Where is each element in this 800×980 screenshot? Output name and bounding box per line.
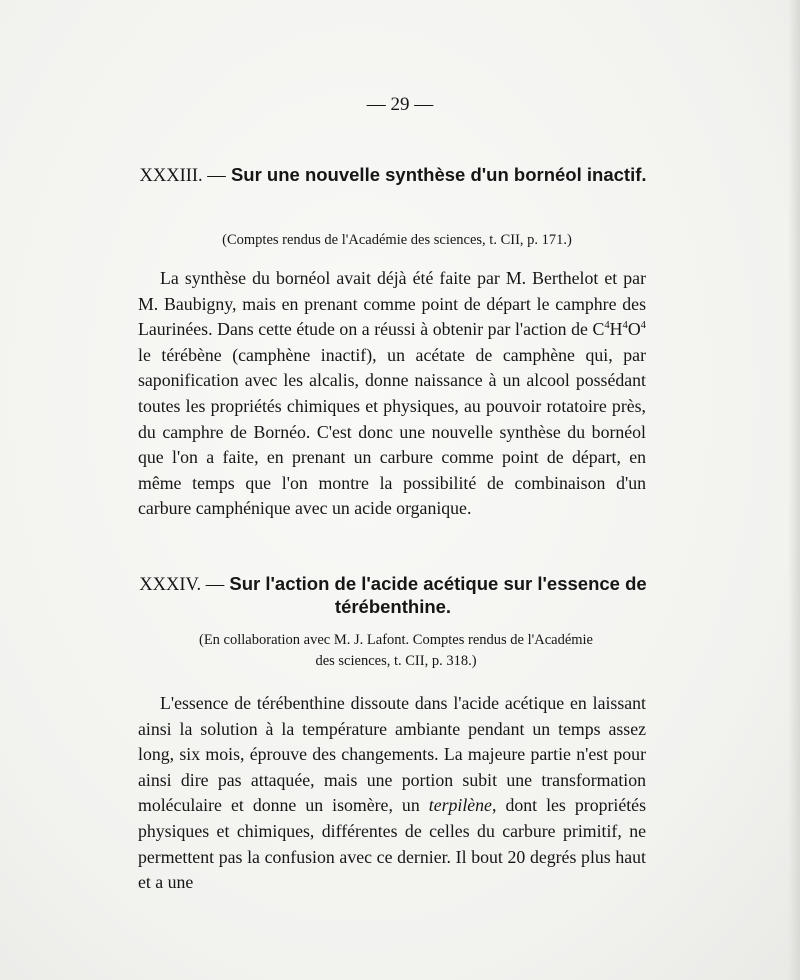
body-text: La synthèse du bornéol avait déjà été faite par M. Berthelot et par M. Baubigny, mais en prenant comme point de départ le camphre des Laurinées. Dans cette étude on a réussi à obtenir par l'action de C	[138, 268, 646, 340]
formula-subscript: 4	[604, 319, 610, 332]
formula-subscript: 4	[622, 319, 628, 332]
page-number: — 29 —	[366, 94, 434, 115]
body-text: le térébène (camphène inactif), un acétate de camphène qui, par saponification avec les alcalis, donne naissance à un alcool possédant toutes les propriétés chimiques et physiques, au pouvoir rotatoire près, du camphre de Bornéo. C'est donc une nouvelle synthèse du bornéol que l'on a faite, en prenant un carbure comme point de départ, en même temps que l'on montre la possibilité de combinaison d'un carbure camphénique avec un acide organique.	[138, 344, 646, 519]
body-text: O	[627, 319, 641, 340]
section-body-paragraph	[138, 266, 646, 522]
section-number: XXXIII. —	[139, 166, 226, 186]
page-edge-shadow	[788, 0, 800, 980]
section-title: Sur l'action de l'acide acétique sur l'essence de térébenthine.	[229, 573, 647, 617]
formula-subscript: 4	[640, 319, 646, 332]
section-citation: (Comptes rendus de l'Académie des sciences, t. CII, p. 171.)	[222, 232, 572, 248]
body-text: , dont les propriétés physiques et chimiques, différentes de celles du carbure primitif, ne permettent pas la confusion avec ce dernier. Il bout 20 degrés plus haut et a une	[138, 795, 646, 893]
section-number: XXXIV. —	[139, 575, 225, 595]
section-citation: (En collaboration avec M. J. Lafont. Comptes rendus de l'Académie des sciences, t. CII, p. 318.)	[199, 632, 593, 669]
body-text-italic: terpilène	[428, 795, 492, 816]
body-text: L'essence de térébenthine dissoute dans l'acide acétique en laissant ainsi la solution à la température ambiante pendant un temps assez long, six mois, éprouve des changements. La majeure partie n'est pour ainsi dire pas attaquée, mais une portion subit une transformation moléculaire et donne un isomère, un	[138, 693, 646, 816]
section-heading-xxxiii	[138, 164, 648, 187]
body-text: H	[609, 319, 623, 340]
section-heading-xxxiv	[138, 573, 648, 618]
section-title: Sur une nouvelle synthèse d'un bornéol inactif.	[230, 164, 647, 185]
section-body-paragraph	[138, 691, 646, 896]
